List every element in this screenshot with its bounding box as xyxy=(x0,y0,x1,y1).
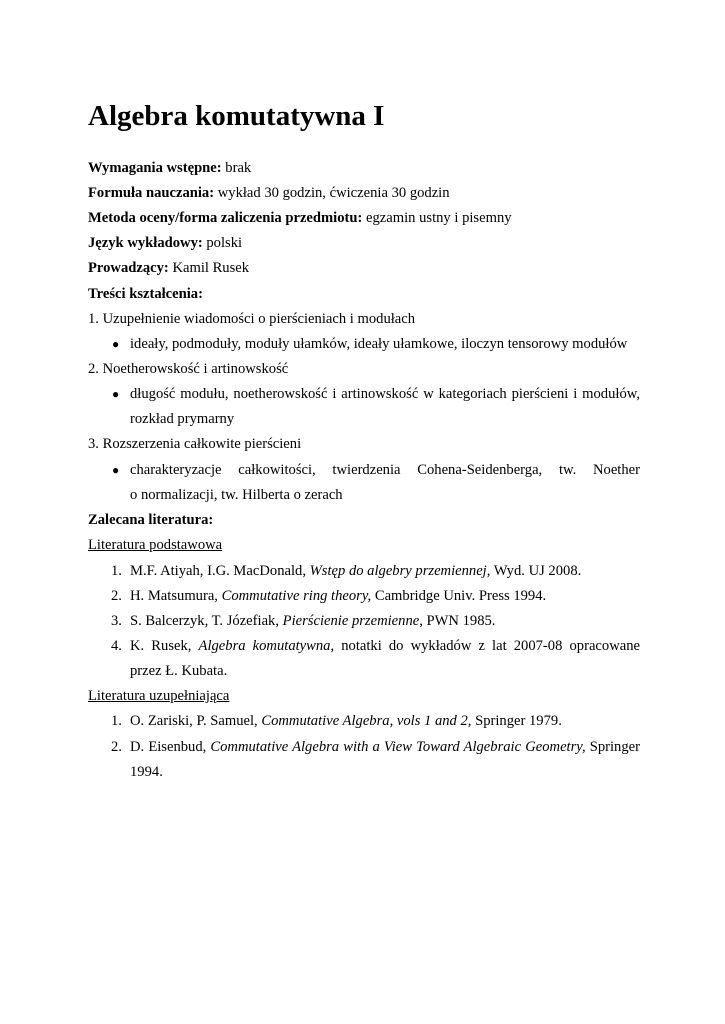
topic-bullet-cont: o normalizacji, tw. Hilberta o zerach xyxy=(130,487,343,503)
bullet-marker: ● xyxy=(112,463,120,477)
field-label: Formuła nauczania: xyxy=(88,185,215,201)
field-label: Prowadzący: xyxy=(88,260,169,276)
reference: K. Rusek, Algebra komutatywna, notatki do wykładów z lat 2007-08 opracowane xyxy=(130,638,640,654)
ref-number: 1. xyxy=(111,713,122,729)
reference: M.F. Atiyah, I.G. MacDonald, Wstęp do algebry przemiennej, Wyd. UJ 2008. xyxy=(130,563,582,579)
reference: O. Zariski, P. Samuel, Commutative Algebra, vols 1 and 2, Springer 1979. xyxy=(130,713,562,729)
reference-cont: przez Ł. Kubata. xyxy=(130,663,228,679)
reference: H. Matsumura, Commutative ring theory, Cambridge Univ. Press 1994. xyxy=(130,588,547,604)
ref-number: 2. xyxy=(111,588,122,604)
field-label: Język wykładowy: xyxy=(88,235,203,251)
topic-title: 3. Rozszerzenia całkowite pierścieni xyxy=(88,436,302,452)
field-value: egzamin ustny i pisemny xyxy=(362,210,512,226)
reference-cont: 1994. xyxy=(130,764,163,780)
ref-number: 4. xyxy=(111,638,122,654)
topic-bullet-cont: rozkład prymarny xyxy=(130,411,235,427)
ref-number: 1. xyxy=(111,563,122,579)
field-value: Kamil Rusek xyxy=(168,260,250,276)
field-value: brak xyxy=(221,160,252,176)
ref-number: 3. xyxy=(111,613,122,629)
field-label: Wymagania wstępne: xyxy=(88,160,222,176)
topic-bullet: długość modułu, noetherowskość i artinowskość w kategoriach pierścieni i modułów, xyxy=(130,386,640,402)
field-assessment xyxy=(88,206,512,231)
field-lecturer xyxy=(88,256,249,281)
supplementary-literature-heading: Literatura uzupełniająca xyxy=(88,688,230,704)
topic-bullet: charakteryzacje całkowitości, twierdzenia Cohena-Seidenberga, tw. Noether xyxy=(130,462,640,478)
bullet-marker: ● xyxy=(112,337,120,351)
field-prerequisites xyxy=(88,156,251,181)
reference: D. Eisenbud, Commutative Algebra with a View Toward Algebraic Geometry, Springer xyxy=(130,739,640,755)
page-title: Algebra komutatywna I xyxy=(88,100,385,132)
topic-title: 1. Uzupełnienie wiadomości o pierścieniach i modułach xyxy=(88,311,416,327)
field-language xyxy=(88,231,242,256)
topic-title: 2. Noetherowskość i artinowskość xyxy=(88,361,289,377)
reference: S. Balcerzyk, T. Józefiak, Pierścienie przemienne, PWN 1985. xyxy=(130,613,496,629)
basic-literature-heading: Literatura podstawowa xyxy=(88,537,223,553)
field-teaching-form xyxy=(88,181,450,206)
ref-number: 2. xyxy=(111,739,122,755)
bullet-marker: ● xyxy=(112,387,120,401)
field-label: Metoda oceny/forma zaliczenia przedmiotu: xyxy=(88,210,363,226)
content-heading: Treści kształcenia: xyxy=(88,286,203,302)
field-value: wykład 30 godzin, ćwiczenia 30 godzin xyxy=(214,185,450,201)
topic-bullet: ideały, podmoduły, moduły ułamków, ideały ułamkowe, iloczyn tensorowy modułów xyxy=(130,336,628,352)
field-value: polski xyxy=(202,235,243,251)
literature-heading: Zalecana literatura: xyxy=(88,512,214,528)
